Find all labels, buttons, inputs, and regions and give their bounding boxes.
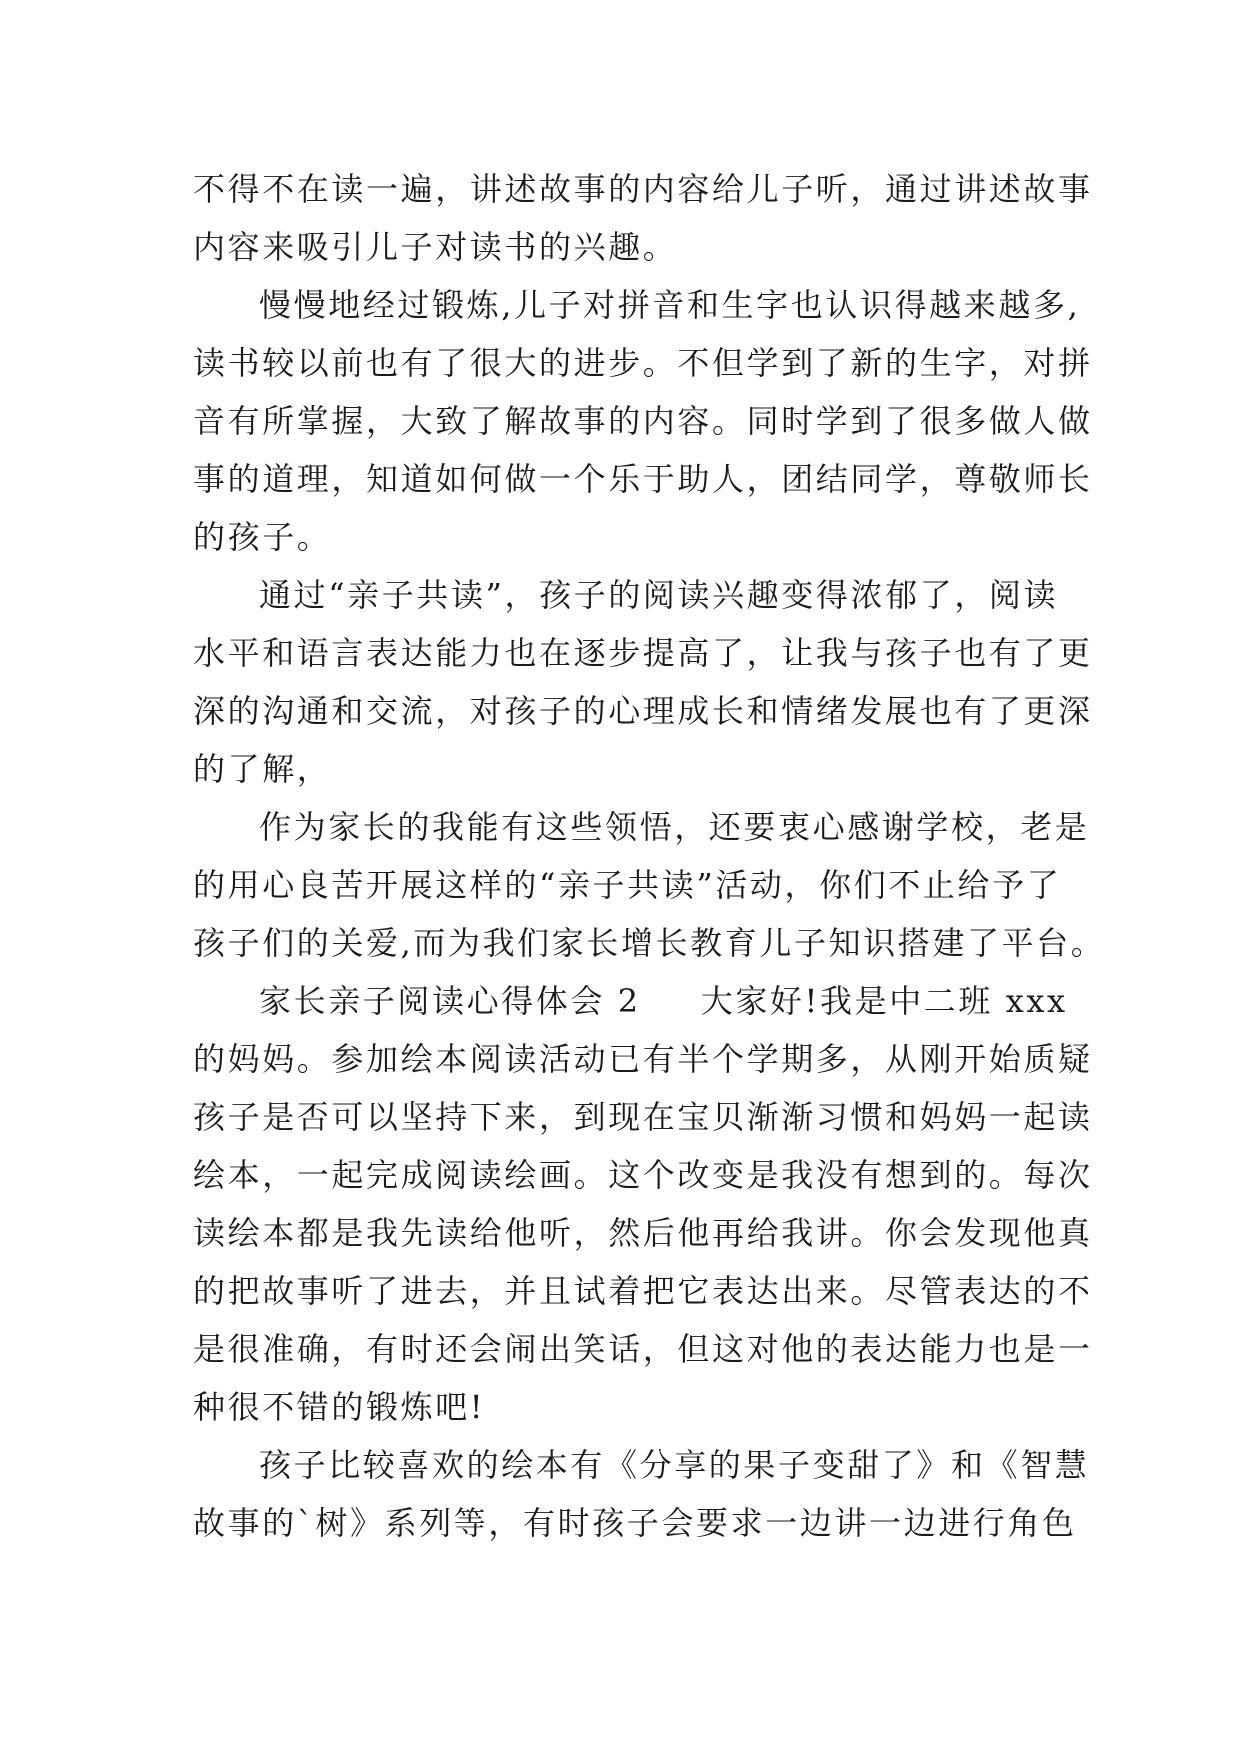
- text-line: 种很不错的锻炼吧!: [193, 1388, 486, 1426]
- text-line: 故事的`树》系列等，有时孩子会要求一边讲一边进行角色: [193, 1504, 1077, 1542]
- text-line: 读书较以前也有了很大的进步。不但学到了新的生字，对拼: [193, 344, 1093, 382]
- paragraph-5: [193, 972, 1093, 1436]
- paragraph-3: [193, 566, 1093, 798]
- text-line: 的把故事听了进去，并且试着把它表达出来。尽管表达的不: [193, 1272, 1093, 1310]
- greeting-text: 大家好!我是中二班 xxx: [700, 982, 1068, 1020]
- text-line: 通过“亲子共读”，孩子的阅读兴趣变得浓郁了，阅读: [259, 576, 1059, 614]
- text-line: 的了解，: [193, 750, 332, 788]
- section-heading: 家长亲子阅读心得体会 2: [259, 982, 641, 1020]
- text-line: 深的沟通和交流，对孩子的心理成长和情绪发展也有了更深: [193, 692, 1093, 730]
- text-line: 慢慢地经过锻炼,儿子对拼音和生字也认识得越来越多,: [259, 286, 1081, 324]
- text-line: 的孩子。: [193, 518, 332, 556]
- text-line-heading: [193, 972, 1093, 1030]
- paragraph-2: [193, 276, 1093, 566]
- document-body: [193, 160, 1106, 1552]
- text-line: 作为家长的我能有这些领悟，还要衷心感谢学校，老是: [259, 808, 1090, 846]
- text-line: 孩子比较喜欢的绘本有《分享的果子变甜了》和《智慧: [259, 1446, 1090, 1484]
- text-line: 内容来吸引儿子对读书的兴趣。: [193, 228, 678, 266]
- paragraph-4: [193, 798, 1106, 972]
- text-line: 水平和语言表达能力也在逐步提高了，让我与孩子也有了更: [193, 634, 1093, 672]
- text-line: 绘本，一起完成阅读绘画。这个改变是我没有想到的。每次: [193, 1156, 1093, 1194]
- text-line: 不得不在读一遍，讲述故事的内容给儿子听，通过讲述故事: [193, 170, 1093, 208]
- text-line: 孩子们的关爱,而为我们家长增长教育儿子知识搭建了平台。: [193, 924, 1106, 962]
- paragraph-1: [193, 160, 1093, 276]
- text-line: 音有所掌握，大致了解故事的内容。同时学到了很多做人做: [193, 402, 1093, 440]
- text-line: 孩子是否可以坚持下来，到现在宝贝渐渐习惯和妈妈一起读: [193, 1098, 1093, 1136]
- text-line: 的妈妈。参加绘本阅读活动已有半个学期多，从刚开始质疑: [193, 1040, 1093, 1078]
- text-line: 事的道理，知道如何做一个乐于助人，团结同学，尊敬师长: [193, 460, 1093, 498]
- text-line: 是很准确，有时还会闹出笑话，但这对他的表达能力也是一: [193, 1330, 1093, 1368]
- paragraph-6: [193, 1436, 1093, 1552]
- text-line: 读绘本都是我先读给他听，然后他再给我讲。你会发现他真: [193, 1214, 1093, 1252]
- text-line: 的用心良苦开展这样的“亲子共读”活动，你们不止给予了: [193, 866, 1062, 904]
